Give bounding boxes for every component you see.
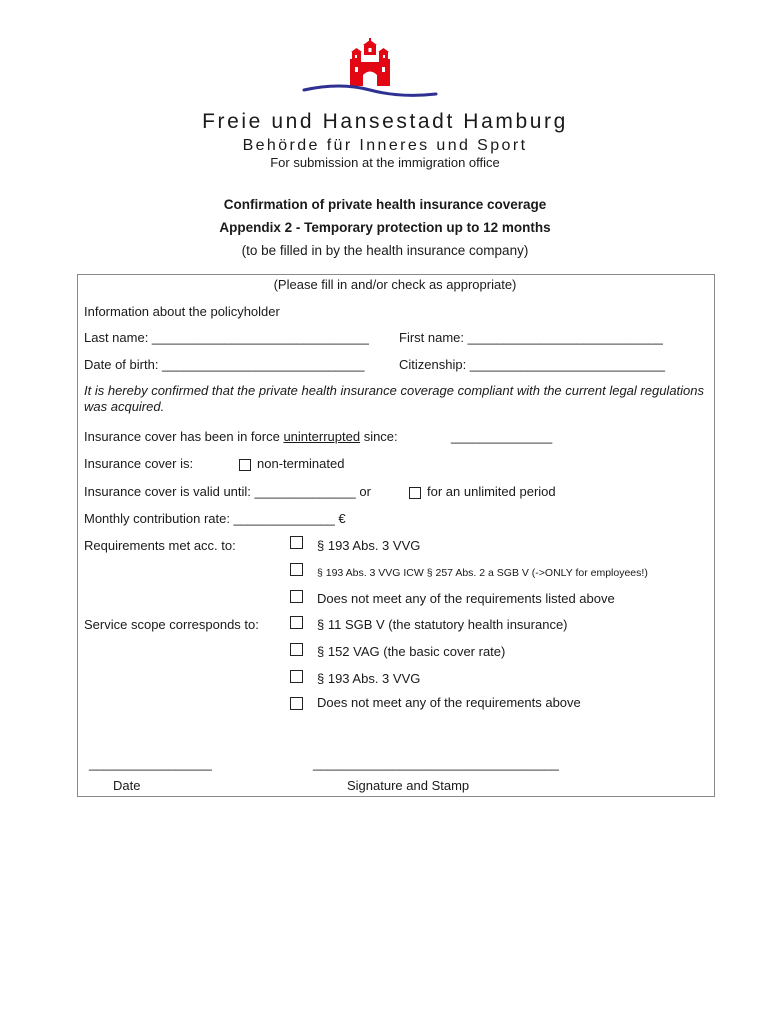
authority-title: Freie und Hansestadt Hamburg [202, 110, 568, 133]
service-option-3: § 193 Abs. 3 VVG [317, 671, 421, 686]
service-sgb-checkbox[interactable] [290, 616, 303, 629]
in-force-suffix: since: [360, 429, 398, 444]
requirement-option-2: § 193 Abs. 3 VVG ICW § 257 Abs. 2 a SGB V (->ONLY for employees!) [317, 567, 648, 579]
service-option-1: § 11 SGB V (the statutory health insurance) [317, 617, 568, 632]
policyholder-section-label: Information about the policyholder [84, 304, 280, 319]
hamburg-coat-of-arms-logo [300, 38, 440, 102]
form-instruction: (Please fill in and/or check as appropriate) [273, 277, 517, 292]
service-option-2: § 152 VAG (the basic cover rate) [317, 644, 506, 659]
requirement-193-checkbox[interactable] [290, 536, 303, 549]
fill-note: (to be filled in by the health insurance company) [241, 243, 529, 258]
service-none-checkbox[interactable] [290, 697, 303, 710]
requirement-option-1: § 193 Abs. 3 VVG [317, 538, 421, 553]
in-force-label [84, 429, 398, 444]
service-scope-label: Service scope corresponds to: [84, 617, 259, 632]
last-name-field[interactable]: Last name: ______________________________ [84, 330, 369, 345]
service-vvg-checkbox[interactable] [290, 670, 303, 683]
signature-line[interactable]: __________________________________ [313, 756, 559, 771]
service-vag-checkbox[interactable] [290, 643, 303, 656]
document-heading: Confirmation of private health insurance coverage [223, 197, 547, 212]
requirement-none-checkbox[interactable] [290, 590, 303, 603]
requirement-257-checkbox[interactable] [290, 563, 303, 576]
unlimited-period-checkbox[interactable] [409, 487, 421, 499]
in-force-since-field[interactable]: ______________ [451, 429, 553, 444]
non-terminated-label: non-terminated [257, 456, 345, 471]
department-name: Behörde für Inneres und Sport [242, 137, 528, 154]
date-of-birth-field[interactable]: Date of birth: ____________________________ [84, 357, 365, 372]
in-force-prefix: Insurance cover has been in force [84, 429, 284, 444]
cover-is-label: Insurance cover is: [84, 456, 194, 471]
unlimited-period-label: for an unlimited period [427, 484, 556, 499]
requirements-label: Requirements met acc. to: [84, 538, 236, 553]
date-label: Date [113, 778, 141, 793]
form-box [77, 274, 715, 797]
requirement-option-3: Does not meet any of the requirements listed above [317, 591, 615, 606]
confirmation-statement: It is hereby confirmed that the private health insurance coverage compliant with the current legal regulations was acquired. [84, 383, 705, 414]
valid-until-field[interactable]: Insurance cover is valid until: ______________ or [84, 484, 371, 499]
document-subheading: Appendix 2 - Temporary protection up to 12 months [219, 220, 551, 235]
date-line[interactable]: _________________ [89, 756, 212, 771]
non-terminated-checkbox[interactable] [239, 459, 251, 471]
first-name-field[interactable]: First name: ___________________________ [399, 330, 663, 345]
signature-stamp-label: Signature and Stamp [347, 778, 470, 793]
submission-note: For submission at the immigration office [270, 155, 500, 170]
monthly-rate-field[interactable]: Monthly contribution rate: ______________ € [84, 511, 346, 526]
service-option-4: Does not meet any of the requirements above [317, 695, 581, 710]
in-force-underlined: uninterrupted [283, 429, 361, 444]
citizenship-field[interactable]: Citizenship: ___________________________ [399, 357, 666, 372]
